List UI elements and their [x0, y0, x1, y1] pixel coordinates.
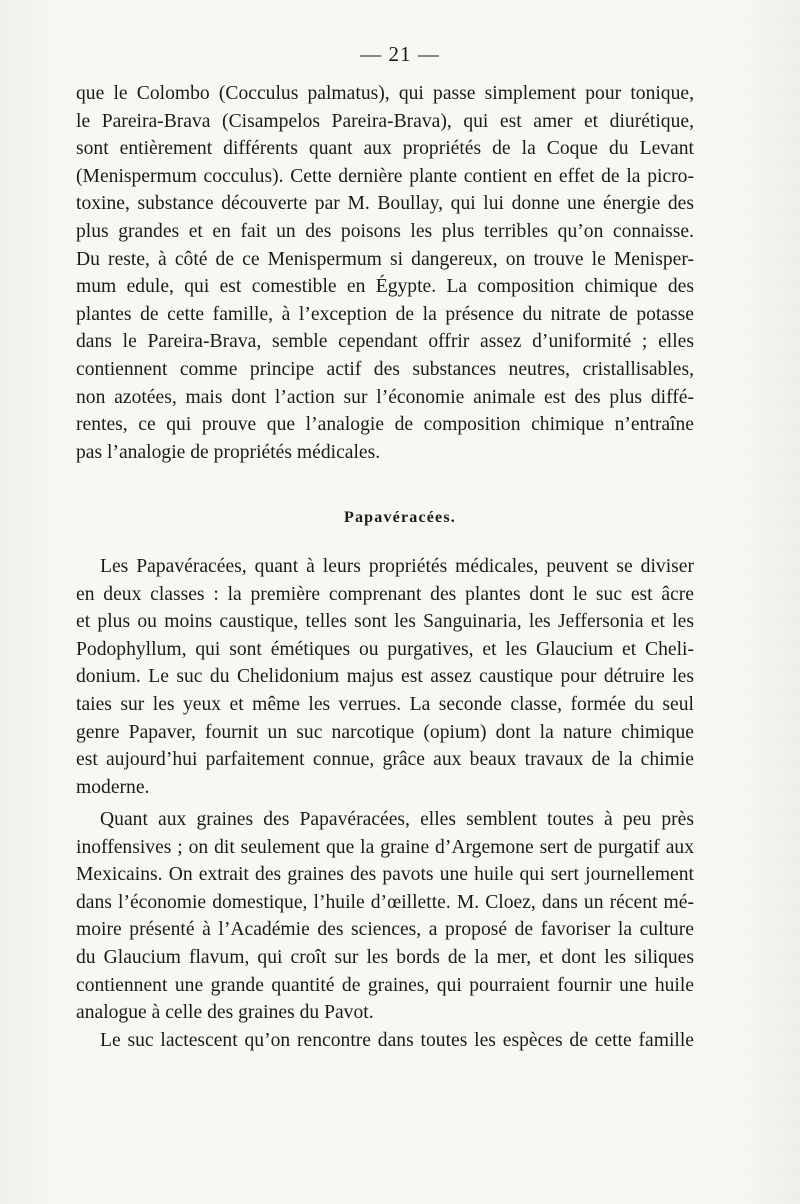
page-number: — 21 —: [360, 42, 440, 66]
text-line: du Glaucium flavum, qui croît sur les bords de la mer, et dont les siliques: [76, 946, 694, 968]
text-line: plantes de cette famille, à l’exception de la présence du nitrate de potasse: [76, 303, 694, 325]
text-line: Podophyllum, qui sont émétiques ou purgatives, et les Glaucium et Cheli-: [76, 638, 694, 660]
text-line: en deux classes : la première comprenant des plantes dont le suc est âcre: [76, 583, 694, 605]
text-line: rentes, ce qui prouve que l’analogie de composition chimique n’entraîne: [76, 414, 694, 436]
text-line: inoffensives ; on dit seulement que la graine d’Argemone sert de purgatif aux: [76, 836, 694, 858]
text-line: moire présenté à l’Académie des sciences, a proposé de favoriser la culture: [76, 919, 694, 941]
text-line: Quant aux graines des Papavéracées, elles semblent toutes à peu près: [100, 809, 694, 830]
text-line: taies sur les yeux et même les verrues. La seconde classe, formée du seul: [76, 693, 694, 715]
text-line: dans le Pareira-Brava, semble cependant offrir assez d’uniformité ; elles: [76, 331, 694, 353]
text-line: sont entièrement différents quant aux propriétés de la Coque du Levant: [76, 138, 694, 160]
text-line: contiennent une grande quantité de graines, qui pourraient fournir une huile: [76, 974, 694, 996]
text-line: et plus ou moins caustique, telles sont les Sanguinaria, les Jeffersonia et les: [76, 611, 694, 633]
text-line: toxine, substance découverte par M. Boullay, qui lui donne une énergie des: [76, 193, 694, 215]
text-line: analogue à celle des graines du Pavot.: [76, 1002, 374, 1024]
text-line: pas l’analogie de propriétés médicales.: [76, 441, 381, 463]
text-line: moderne.: [76, 776, 150, 798]
text-line: Mexicains. On extrait des graines des pavots une huile qui sert journellement: [76, 864, 694, 886]
text-line: Les Papavéracées, quant à leurs propriétés médicales, peuvent se diviser: [100, 556, 694, 577]
text-line: genre Papaver, fournit un suc narcotique (opium) dont la nature chimique: [76, 721, 694, 743]
text-line: que le Colombo (Cocculus palmatus), qui passe simplement pour tonique,: [76, 83, 694, 104]
text-line: Du reste, à côté de ce Menispermum si dangereux, on trouve le Menisper-: [76, 248, 694, 270]
text-line: (Menispermum cocculus). Cette dernière plante contient en effet de la picro-: [76, 165, 694, 187]
text-line: plus grandes et en fait un des poisons les plus terribles qu’on connaisse.: [76, 220, 694, 242]
text-line: le Pareira-Brava (Cisampelos Pareira-Brava), qui est amer et diurétique,: [76, 110, 694, 132]
text-line: mum edule, qui est comestible en Égypte. La composition chimique des: [76, 276, 694, 298]
text-line: non azotées, mais dont l’action sur l’économie animale est des plus diffé-: [76, 386, 694, 408]
paragraph-papaveracees-graines: [76, 806, 694, 1054]
section-heading: Papavéracées.: [343, 509, 456, 526]
text-line: contiennent comme principe actif des substances neutres, cristallisables,: [76, 358, 694, 380]
text-line: donium. Le suc du Chelidonium majus est assez caustique pour détruire les: [76, 666, 694, 688]
text-line: dans l’économie domestique, l’huile d’œillette. M. Cloez, dans un récent mé-: [76, 891, 694, 913]
paragraph-menispermacees: [76, 80, 694, 466]
text-line: est aujourd’hui parfaitement connue, grâce aux beaux travaux de la chimie: [76, 749, 694, 771]
paragraph-papaveracees-classes: [76, 553, 694, 801]
text-line: Le suc lactescent qu’on rencontre dans toutes les espèces de cette famille: [100, 1029, 694, 1051]
